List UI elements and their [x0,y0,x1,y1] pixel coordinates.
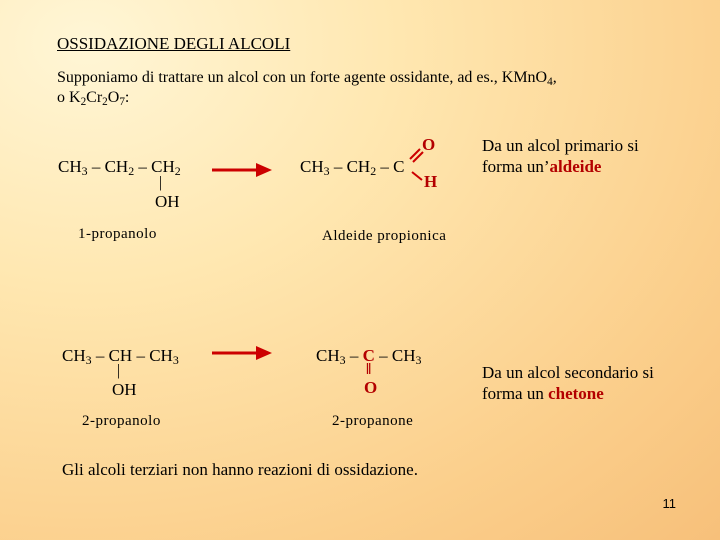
intro-line-1: Supponiamo di trattare un alcol con un forte agente ossidante, ad es., KMnO$_4$, [57,69,557,88]
reaction1-product-hydrogen: H [424,172,438,191]
reaction2-product-formula: $CH_3$ – C – $CH_3$ [316,346,422,367]
page-number: 11 [662,496,676,511]
reaction2-reactant-formula: $CH_3$ – CH – $CH_3$ [62,346,179,367]
intro-text [57,68,557,108]
reaction2-product-oxygen: O [364,378,378,397]
reaction1-reactant-name: 1-propanolo [78,226,157,242]
reaction2-oh-group: OH [112,380,137,399]
reaction2-double-bond: ‖ [366,361,372,378]
reaction1-single-bond: | [159,174,163,191]
reaction2-arrow-icon [210,341,276,365]
reaction1-arrow-icon [210,158,276,182]
reaction2-product-name: 2-propanone [332,413,414,429]
reaction2-note: Da un alcol secondario si forma un chetone [482,363,654,403]
reaction1-note: Da un alcol primario si forma un’aldeide [482,136,639,176]
intro-line-2: o $K_2Cr_2O_7$: [57,89,130,108]
reaction1-product-formula: $CH_3 - CH_2$ – C [300,157,405,178]
reaction2-single-bond: | [117,362,121,379]
reaction1-reactant-formula: $CH_3 - CH_2 - CH_2$ [58,157,181,178]
aldeide-highlight: aldeide [549,157,602,176]
reaction1-product-oxygen: O [422,135,436,154]
tertiary-alcohols-note: Gli alcoli terziari non hanno reazioni di ossidazione. [62,460,418,479]
reaction2-reactant-name: 2-propanolo [82,413,161,429]
reaction1-oh-group: OH [155,192,180,211]
reaction2-carbonyl-carbon: C [362,346,375,365]
page-title: OSSIDAZIONE DEGLI ALCOLI [57,34,291,53]
reaction1-product-name: Aldeide propionica [322,228,447,244]
chetone-highlight: chetone [548,384,604,403]
